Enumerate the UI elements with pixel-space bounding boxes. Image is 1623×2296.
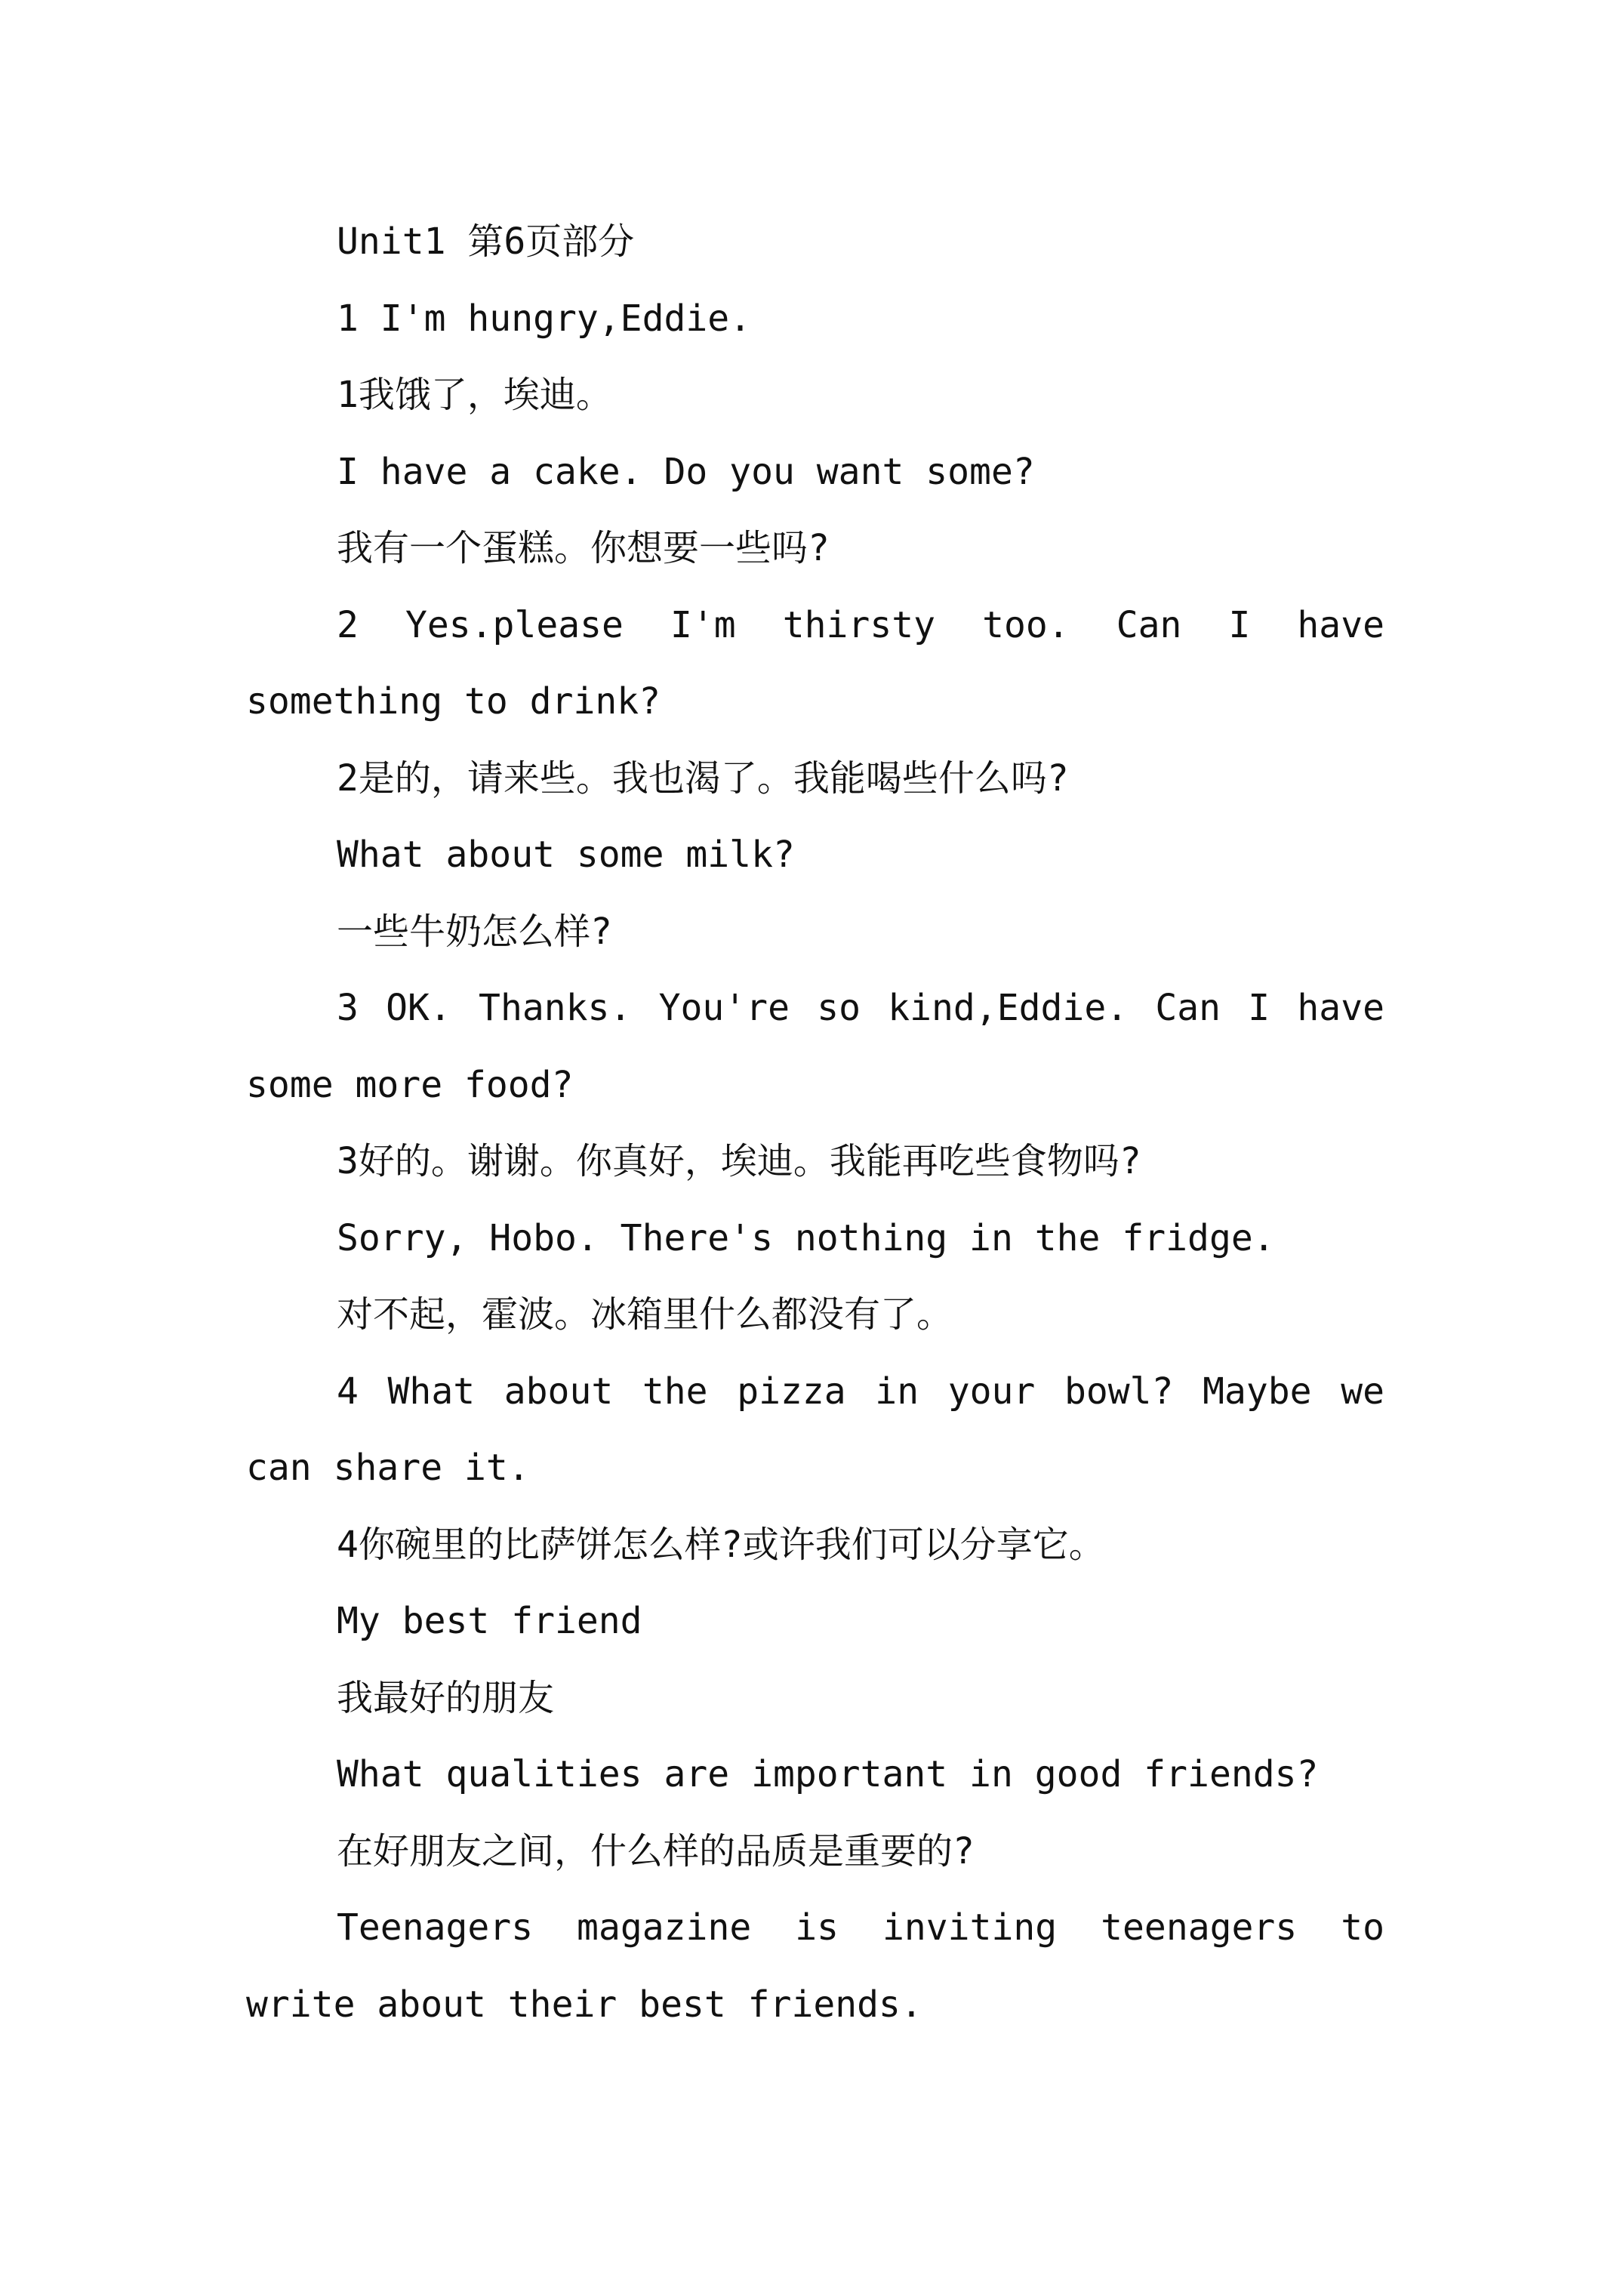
paragraph-3b-en: Sorry, Hobo. There's nothing in the fridge.	[337, 1216, 1275, 1259]
paragraph-3b-zh: 对不起，霍波。冰箱里什么都没有了。	[337, 1293, 953, 1336]
paragraph-3-en: 3 OK. Thanks. You're so kind,Eddie. Can I have some more food?	[246, 987, 1384, 1106]
paragraph-2-zh: 2是的，请来些。我也渴了。我能喝些什么吗?	[337, 757, 1069, 800]
paragraph-1b-en: I have a cake. Do you want some?	[337, 450, 1035, 493]
section-title-en: My best friend	[337, 1600, 642, 1642]
paragraph-1-en: 1 I'm hungry,Eddie.	[337, 297, 752, 340]
paragraph-1b-zh: 我有一个蛋糕。你想要一些吗?	[337, 527, 830, 569]
paragraph-2b-en: What about some milk?	[337, 834, 795, 876]
heading-unit: Unit1 第6页部分	[337, 220, 635, 263]
paragraph-2-en: 2 Yes.please I'm thirsty too. Can I have something to drink?	[246, 603, 1384, 723]
paragraph-4-en: 4 What about the pizza in your bowl? Maybe we can share it.	[246, 1370, 1384, 1489]
question-en: What qualities are important in good friends?	[337, 1753, 1319, 1795]
document-body	[246, 204, 1384, 2043]
question-zh: 在好朋友之间，什么样的品质是重要的?	[337, 1829, 975, 1872]
paragraph-4-zh: 4你碗里的比萨饼怎么样?或许我们可以分享它。	[337, 1523, 1105, 1566]
paragraph-2b-zh: 一些牛奶怎么样?	[337, 910, 612, 953]
section-title-zh: 我最好的朋友	[337, 1676, 555, 1719]
paragraph-1-zh: 1我饿了，埃迪。	[337, 374, 612, 416]
paragraph-5-en: Teenagers magazine is inviting teenagers to write about their best friends.	[246, 1906, 1384, 2026]
paragraph-3-zh: 3好的。谢谢。你真好，埃迪。我能再吃些食物吗?	[337, 1140, 1141, 1182]
